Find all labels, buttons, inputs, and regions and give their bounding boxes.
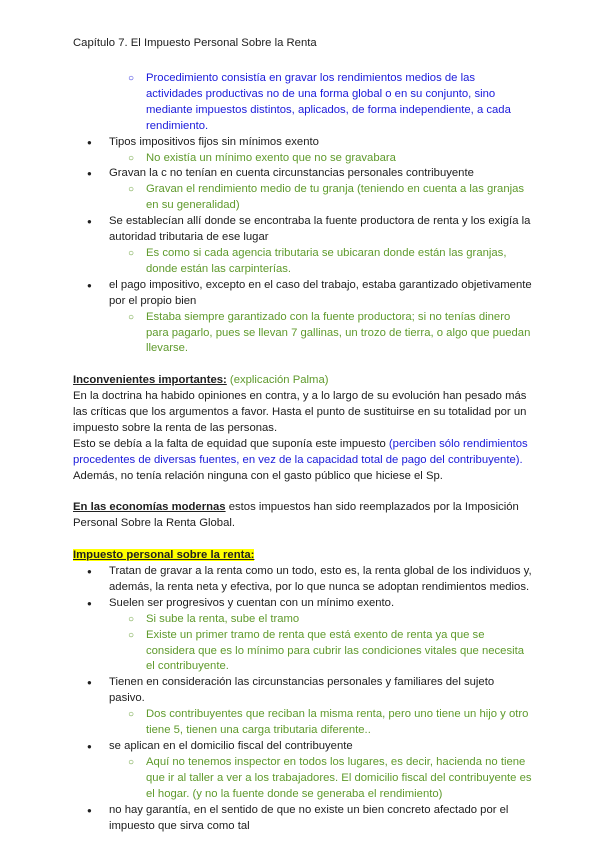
list-item: ● Suelen ser progresivos y cuentan con un mínimo exento. <box>73 596 533 612</box>
list-item: ● Se establecían allí donde se encontraba la fuente productora de renta y los exigía la autoridad tributaria de ese lugar <box>73 214 533 246</box>
page-header: Capítulo 7. El Impuesto Personal Sobre la Renta <box>73 37 317 49</box>
sub-list-item: ○ Existe un primer tramo de renta que está exento de renta ya que se considera que es lo mínimo para cubrir las condiciones vitales que necesita el contribuyente. <box>73 628 533 676</box>
sub-list-item: ○ Dos contribuyentes que reciban la misma renta, pero uno tiene un hijo y otro tiene 5, tienen una carga tributaria diferente.. <box>73 707 533 739</box>
section-heading: Inconvenientes importantes: <box>73 374 227 387</box>
inconvenientes-heading-line <box>73 373 533 389</box>
paragraph-text: estos impuestos han sido reemplazados por la Imposición Personal Sobre la Renta Global. <box>73 501 519 530</box>
sub-list-item: ○ No existía un mínimo exento que no se gravabara <box>73 151 533 167</box>
impuesto-heading-line <box>73 548 533 564</box>
document-body <box>73 71 533 834</box>
paragraph-text: Esto se debía a la falta de equidad que suponía este impuesto <box>73 437 389 450</box>
section-heading: En las economías modernas <box>73 501 226 514</box>
sub-list-item: ○ Aquí no tenemos inspector en todos los lugares, es decir, hacienda no tiene que ir al taller a ver a los trabajadores. El domicilio fiscal del contribuyente es el hogar. (y no la fuente donde se generaba el rendimiento) <box>73 755 533 803</box>
paragraph: En la doctrina ha habido opiniones en contra, y a lo largo de su evolución han pesado más las críticas que los argumentos a favor. Hasta el punto de sustituirse en su totalidad por un impuesto sobre la renta de las personas. <box>73 390 527 434</box>
section-heading: Impuesto personal sobre la renta: <box>73 549 255 562</box>
list-item: ● Tratan de gravar a la renta como un todo, esto es, la renta global de los individuos y, además, la renta neta y efectiva, por lo que nunca se adoptan rendimientos medios. <box>73 564 533 596</box>
list-item: ● Gravan la c no tenían en cuenta circunstancias personales contribuyente <box>73 166 533 182</box>
paragraph <box>73 500 533 532</box>
list-item: ● no hay garantía, en el sentido de que no existe un bien concreto afectado por el impuesto que sirva como tal <box>73 803 533 835</box>
paragraph <box>73 437 533 469</box>
list-item: ● el pago impositivo, excepto en el caso del trabajo, estaba garantizado objetivamente por el propio bien <box>73 278 533 310</box>
sub-list-item: ○ Si sube la renta, sube el tramo <box>73 612 533 628</box>
sub-list-item: ○ Es como si cada agencia tributaria se ubicaran donde están las granjas, donde están las carpinterías. <box>73 246 533 278</box>
sub-list-item: ○ Estaba siempre garantizado con la fuente productora; si no tenías dinero para pagarlo, pues se llevan 7 gallinas, un trozo de tierra, o algo que puedan llevarse. <box>73 310 533 358</box>
list-item: ● Tipos impositivos fijos sin mínimos exento <box>73 135 533 151</box>
list-item: ● se aplican en el domicilio fiscal del contribuyente <box>73 739 533 755</box>
list-item: ● Tienen en consideración las circunstancias personales y familiares del sujeto pasivo. <box>73 675 533 707</box>
paragraph: Además, no tenía relación ninguna con el gasto público que hiciese el Sp. <box>73 469 443 482</box>
paragraph-note: (perciben sólo rendimientos procedentes de diversas fuentes, en vez de la capacidad total de pago del contribuyente). <box>73 437 528 466</box>
intro-sub-item: ○ Procedimiento consistía en gravar los rendimientos medios de las actividades productivas no de una forma global o en su conjunto, sino mediante impuestos distintos, aplicados, de forma independiente, a cada rendimiento. <box>73 71 533 135</box>
heading-note: (explicación Palma) <box>226 374 329 387</box>
sub-list-item: ○ Gravan el rendimiento medio de tu granja (teniendo en cuenta a las granjas en su generalidad) <box>73 182 533 214</box>
